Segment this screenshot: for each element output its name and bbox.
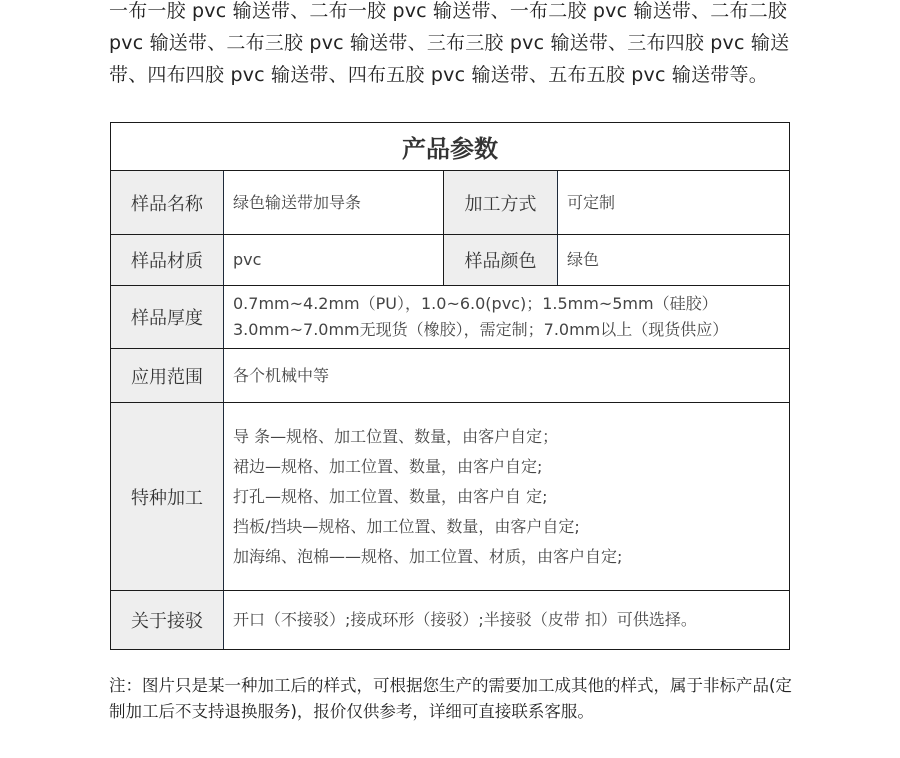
note-paragraph: 注：图片只是某一种加工后的样式，可根据您生产的需要加工成其他的样式，属于非标产品(定制加工后不支持退换服务)，报价仅供参考，详细可直接联系客服。 (109, 676, 792, 721)
label-sample-color: 样品颜色 (444, 235, 558, 286)
table-row (111, 171, 790, 235)
special-processing-line: 导 条—规格、加工位置、数量，由客户自定； (233, 426, 559, 446)
special-processing-line: 加海绵、泡棉——规格、加工位置、材质，由客户自定; (233, 546, 623, 566)
special-processing-line: 挡板/挡块—规格、加工位置、数量，由客户自定; (233, 516, 580, 536)
value-sample-name: 绿色输送带加导条 (224, 171, 444, 235)
table-title: 产品参数 (111, 123, 790, 171)
value-sample-material: pvc (224, 235, 444, 286)
label-sample-thickness: 样品厚度 (111, 286, 224, 349)
special-processing-line: 裙边—规格、加工位置、数量，由客户自定; (233, 456, 543, 476)
label-sample-material: 样品材质 (111, 235, 224, 286)
value-processing-method: 可定制 (558, 171, 790, 235)
label-special-processing: 特种加工 (111, 403, 224, 591)
thickness-line: 0.7mm~4.2mm（PU），1.0~6.0(pvc)；1.5mm~5mm（硅胶） (233, 294, 718, 313)
value-application-scope: 各个机械中等 (224, 349, 790, 403)
table-row (111, 235, 790, 286)
table-row (111, 349, 790, 403)
value-sample-color: 绿色 (558, 235, 790, 286)
value-splicing: 开口（不接驳）;接成环形（接驳）;半接驳（皮带 扣）可供选择。 (224, 591, 790, 650)
product-parameters-table (110, 122, 790, 650)
special-processing-line: 打孔—规格、加工位置、数量，由客户自 定; (233, 486, 548, 506)
table-row (111, 591, 790, 650)
label-splicing: 关于接驳 (111, 591, 224, 650)
value-sample-thickness (224, 286, 790, 349)
table-row (111, 403, 790, 591)
label-processing-method: 加工方式 (444, 171, 558, 235)
table-row (111, 286, 790, 349)
label-application-scope: 应用范围 (111, 349, 224, 403)
table-title-row (111, 123, 790, 171)
value-special-processing (224, 403, 790, 591)
label-sample-name: 样品名称 (111, 171, 224, 235)
thickness-line: 3.0mm~7.0mm无现货（橡胶），需定制；7.0mm以上（现货供应） (233, 320, 729, 339)
intro-paragraph: 一布一胶 pvc 输送带、二布一胶 pvc 输送带、一布二胶 pvc 输送带、二布二胶 pvc 输送带、二布三胶 pvc 输送带、三布三胶 pvc 输送带、三布四胶 pvc 输送带、四布四胶 pvc 输送带、四布五胶 pvc 输送带、五布五胶 pvc 输送带等。 (109, 0, 790, 86)
